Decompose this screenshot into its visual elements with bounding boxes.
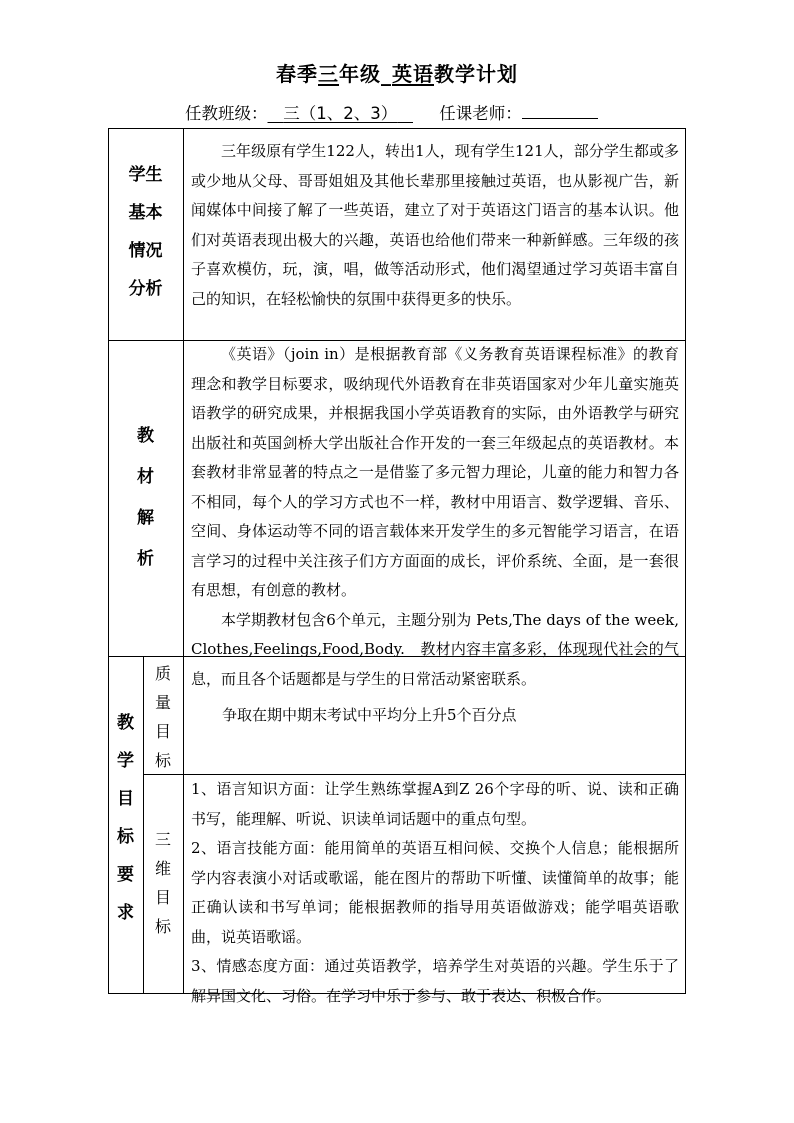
label-line: 教 bbox=[117, 713, 134, 733]
goals-section-label bbox=[108, 704, 143, 932]
three-dimension-goal-label bbox=[143, 825, 183, 941]
teacher-info-line bbox=[185, 100, 685, 124]
title-season: 春季 bbox=[276, 62, 318, 86]
textbook-units-paragraph: 本学期教材包含6个单元，主题分别为 Pets,The days of the week, Clothes,Feelings,Food,Body. 教材内容丰富多彩，体现现代社会的气息，而且各个话题都是与学生的日常活动紧密联系。 bbox=[191, 610, 679, 688]
label-line: 目 bbox=[154, 722, 171, 741]
title-suffix: 教学计划 bbox=[434, 62, 518, 86]
label-line: 目 bbox=[154, 888, 171, 907]
textbook-section-text bbox=[191, 340, 679, 694]
class-value-text: 三（1、2、3） bbox=[283, 104, 398, 123]
goal-item: 1、语言知识方面：让学生熟练掌握A到Z 26个字母的听、说、读和正确书写，能理解、听说、识读单词话题中的重点句型。 bbox=[191, 780, 679, 828]
students-section-label bbox=[108, 156, 183, 308]
label-line: 分析 bbox=[128, 279, 163, 299]
label-line: 要 bbox=[117, 865, 134, 885]
three-dimension-goal-text bbox=[191, 775, 679, 1011]
teacher-label: 任课老师： bbox=[439, 104, 522, 123]
page-title bbox=[0, 58, 794, 87]
label-line: 基本 bbox=[128, 203, 163, 223]
label-line: 标 bbox=[117, 827, 134, 847]
label-line: 三 bbox=[154, 830, 171, 849]
textbook-section-label bbox=[108, 416, 183, 580]
teacher-name-blank bbox=[522, 104, 598, 119]
class-value bbox=[268, 104, 414, 123]
quality-goal-text bbox=[222, 701, 672, 731]
students-paragraph: 三年级原有学生122人，转出1人，现有学生121人，部分学生都或多或少地从父母、哥哥姐姐及其他长辈那里接触过英语，也从影视广告，新闻媒体中间接了解了一些英语，建立了对于英语这门语言的基本认识。他们对英语表现出极大的兴趣，英语也给他们带来一种新鲜感。三年级的孩子喜欢模仿，玩，演，唱，做等活动形式，他们渴望通过学习英语丰富自己的知识，在轻松愉快的氛围中获得更多的快乐。 bbox=[191, 142, 679, 308]
label-line: 标 bbox=[154, 917, 171, 936]
label-line: 教 bbox=[137, 426, 154, 446]
label-line: 标 bbox=[154, 751, 171, 770]
label-line: 质 bbox=[154, 664, 171, 683]
goal-item: 3、情感态度方面：通过英语教学，培养学生对英语的兴趣。学生乐于了解异国文化、习俗。在学习中乐于参与、敢于表达、积极合作。 bbox=[191, 957, 679, 1005]
goal-item: 2、语言技能方面：能用简单的英语互相问候、交换个人信息；能根据所学内容表演小对话或歌谣，能在图片的帮助下听懂、读懂简单的故事；能正确认读和书写单词；能根据教师的指导用英语做游戏；能学唱英语歌曲，说英语歌谣。 bbox=[191, 839, 679, 946]
label-line: 求 bbox=[117, 903, 134, 923]
label-line: 材 bbox=[137, 467, 154, 487]
title-grade-suffix: 年级_ bbox=[339, 62, 392, 86]
label-line: 情况 bbox=[128, 241, 163, 261]
title-grade: 三 bbox=[318, 62, 339, 86]
label-line: 量 bbox=[154, 693, 171, 712]
table-divider bbox=[183, 128, 184, 656]
table-divider bbox=[183, 656, 184, 994]
class-label: 任教班级： bbox=[185, 104, 268, 123]
label-line: 学生 bbox=[128, 165, 163, 185]
label-line: 析 bbox=[137, 549, 154, 569]
label-line: 学 bbox=[117, 751, 134, 771]
quality-goal-label bbox=[143, 659, 183, 775]
label-line: 目 bbox=[117, 789, 134, 809]
students-section-text bbox=[191, 137, 679, 314]
label-line: 解 bbox=[137, 508, 154, 528]
textbook-paragraph: 《英语》（join in）是根据教育部《义务教育英语课程标准》的教育理念和教学目标要求，吸纳现代外语教育在非英语国家对少年儿童实施英语教学的研究成果，并根据我国小学英语教育的实际，由外语教学与研究出版社和英国剑桥大学出版社合作开发的一套三年级起点的英语教材。本套教材非常显著的特点之一是借鉴了多元智力理论，儿童的能力和智力各不相同，每个人的学习方式也不一样，教材中用语言、数学逻辑、音乐、空间、身体运动等不同的语言载体来开发学生的多元智能学习语言，在语言学习的过程中关注孩子们方方面面的成长，评价系统、全面，是一套很有思想，有创意的教材。 bbox=[191, 345, 679, 599]
quality-goal-paragraph: 争取在期中期末考试中平均分上升5个百分点 bbox=[222, 706, 517, 724]
label-line: 维 bbox=[154, 859, 171, 878]
title-subject: 英语 bbox=[392, 62, 434, 86]
